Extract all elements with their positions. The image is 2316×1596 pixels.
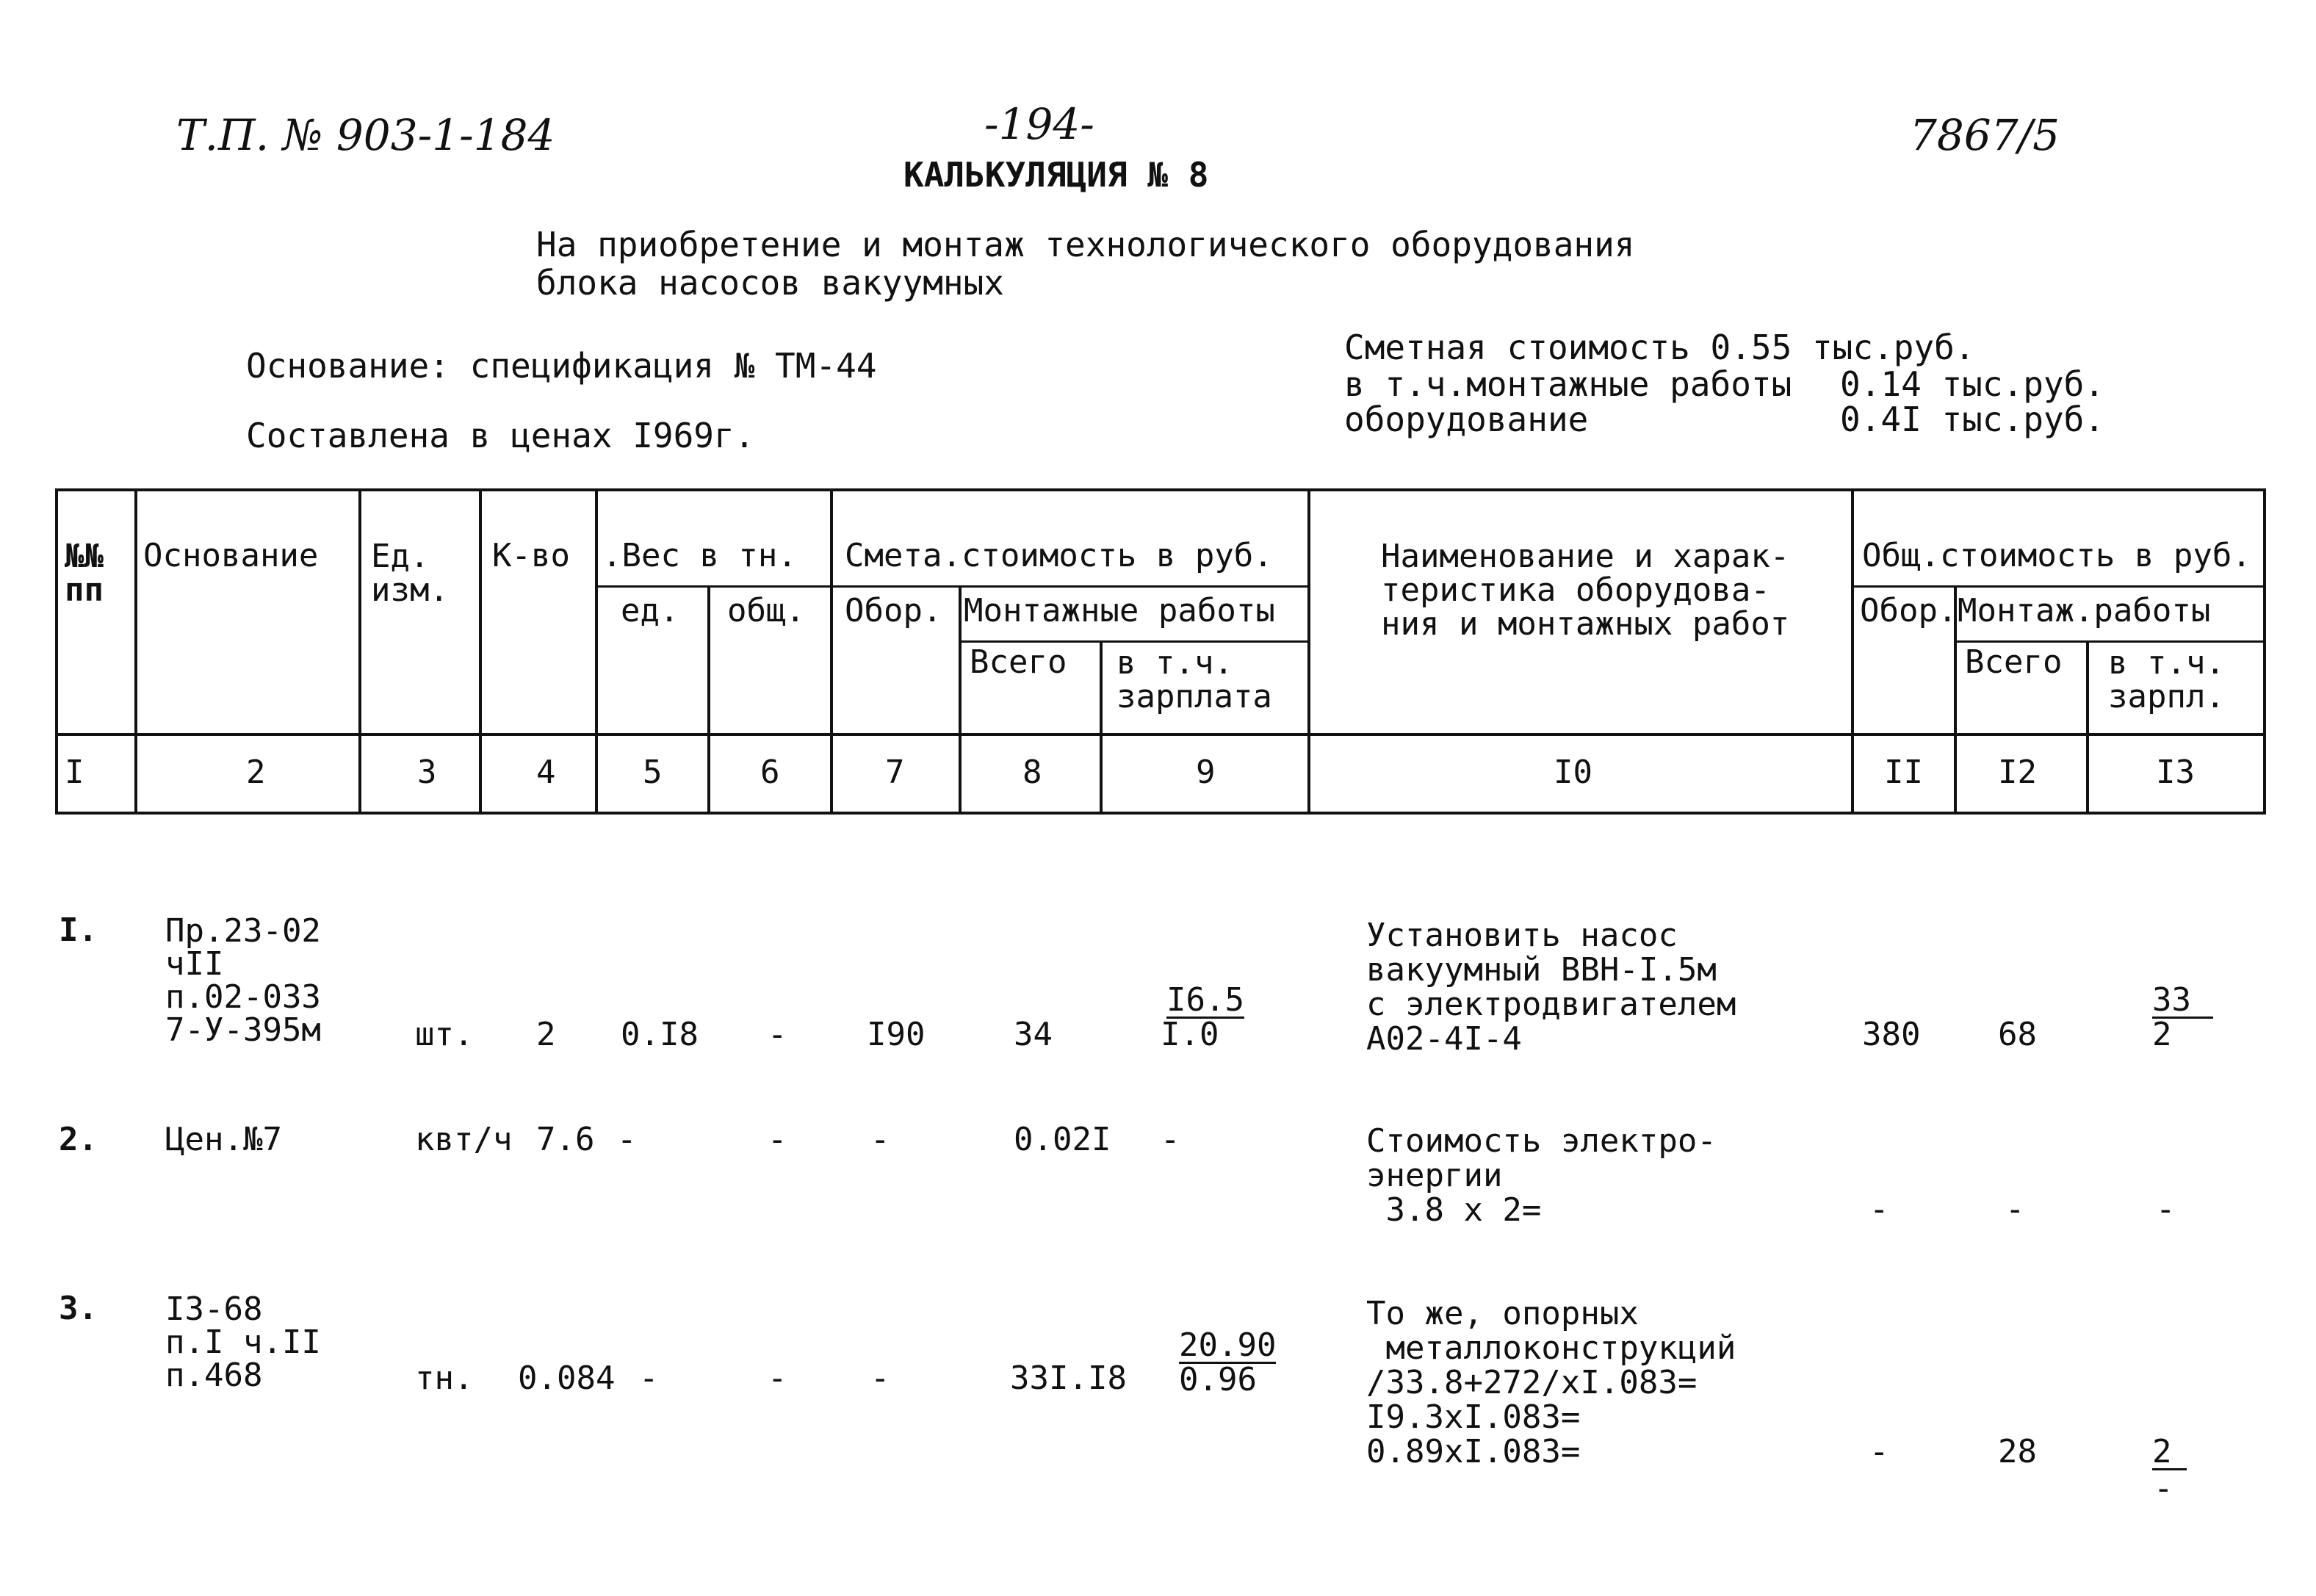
col-number-2: 2 <box>246 754 266 791</box>
col-head-number: №№ пп <box>65 538 104 609</box>
col-number-11: II <box>1884 754 1923 791</box>
col-head-equipment-2: Обор. <box>1860 592 1958 629</box>
col-number-9: 9 <box>1196 754 1216 791</box>
col-head-weight-total: общ. <box>727 592 805 629</box>
subtitle-line-2: блока насосов вакуумных <box>536 263 1004 303</box>
row-unit: тн. <box>415 1360 474 1397</box>
row-description: То же, опорных металлоконструкций /33.8+272/хI.083= I9.3хI.083= 0.89хI.083= <box>1366 1295 1736 1470</box>
row-total-equipment: - <box>1869 1191 1889 1228</box>
document-ref-right: 7867/5 <box>1910 110 2060 160</box>
row-equipment: - <box>870 1121 890 1158</box>
row-total-equipment: 380 <box>1862 1016 1921 1053</box>
row-install-total: 0.02I <box>1014 1121 1111 1158</box>
row-qty: 7.6 <box>536 1121 595 1158</box>
row-weight-unit: - <box>617 1121 637 1158</box>
col-number-12: I2 <box>1998 754 2037 791</box>
row-wages: - <box>1161 1121 1180 1158</box>
col-head-total-cost: Общ.стоимость в руб. <box>1862 537 2251 574</box>
col-head-qty: К-во <box>492 537 570 574</box>
cost-install-label: в т.ч.монтажные работы <box>1344 364 1792 404</box>
row-qty: 0.084 <box>518 1360 616 1397</box>
row-total-wages: - <box>2156 1191 2176 1228</box>
col-number-1: I <box>65 754 84 791</box>
row-total-install: 28 <box>1998 1433 2037 1470</box>
row-total-equipment: - <box>1869 1433 1889 1470</box>
col-number-13: I3 <box>2156 754 2195 791</box>
basis-line: Основание: спецификация № ТМ-44 <box>246 346 877 386</box>
col-number-10: I0 <box>1554 754 1592 791</box>
row-unit: квт/ч <box>415 1121 513 1158</box>
row-basis: Цен.№7 <box>165 1121 282 1158</box>
row-number: 3. <box>59 1290 98 1327</box>
document-ref-left: Т.П. № 903-1-184 <box>176 110 555 160</box>
col-head-description: Наименование и харак- теристика оборудова- ния и монтажных работ <box>1381 538 1790 643</box>
row-total-wages-top: 33 <box>2152 984 2213 1019</box>
row-total-install: 68 <box>1998 1016 2037 1053</box>
row-weight-unit: - <box>639 1360 659 1397</box>
row-install-total: 33I.I8 <box>1010 1360 1127 1397</box>
row-total-wages-bottom: 2 <box>2152 1016 2172 1053</box>
row-install-total: 34 <box>1014 1016 1053 1053</box>
row-weight-total: - <box>768 1121 787 1158</box>
prices-line: Составлена в ценах I969г. <box>246 416 755 455</box>
col-head-estimate: Смета.стоимость в руб. <box>845 537 1273 574</box>
row-wages-top: I6.5 <box>1166 981 1244 1019</box>
row-wages-top: 20.90 <box>1179 1326 1277 1364</box>
page-number: -194- <box>984 99 1094 149</box>
cost-equip-label: оборудование <box>1344 400 1589 439</box>
row-weight-total: - <box>768 1360 787 1397</box>
row-number: 2. <box>59 1121 98 1158</box>
row-unit: шт. <box>415 1016 474 1053</box>
col-head-basis: Основание <box>143 537 319 574</box>
col-number-4: 4 <box>536 754 556 791</box>
row-basis: Пр.23-02 чII п.02-033 7-У-395м <box>165 912 321 1049</box>
col-number-3: 3 <box>417 754 437 791</box>
col-number-6: 6 <box>760 754 780 791</box>
col-head-install-total: Всего <box>970 643 1067 681</box>
row-description: Стоимость электро- энергии 3.8 х 2= <box>1366 1122 1717 1229</box>
col-head-install-wages: в т.ч. зарплата <box>1116 644 1272 715</box>
row-equipment: I90 <box>867 1016 926 1053</box>
col-head-install-wages-2: в т.ч. зарпл. <box>2108 644 2225 715</box>
row-weight-unit: 0.I8 <box>621 1016 699 1053</box>
col-head-unit: Ед. изм. <box>371 538 449 609</box>
row-wages-bottom: I.0 <box>1161 1016 1219 1053</box>
row-weight-total: - <box>768 1016 787 1053</box>
subtitle-line-1: На приобретение и монтаж технологического оборудования <box>536 225 1635 264</box>
row-qty: 2 <box>536 1016 556 1053</box>
row-number: I. <box>59 911 98 949</box>
row-total-wages-bottom: - <box>2154 1470 2173 1507</box>
col-head-weight: .Вес в тн. <box>602 537 797 574</box>
row-basis: I3-68 п.I ч.II п.468 <box>165 1290 321 1394</box>
col-head-weight-unit: ед. <box>621 592 679 629</box>
col-number-8: 8 <box>1022 754 1042 791</box>
cost-total: Сметная стоимость 0.55 тыс.руб. <box>1344 328 1975 367</box>
row-total-wages-top: 2 <box>2152 1436 2187 1470</box>
row-wages-bottom: 0.96 <box>1179 1361 1257 1398</box>
cost-install-value: 0.14 тыс.руб. <box>1840 364 2105 404</box>
col-number-5: 5 <box>643 754 663 791</box>
col-head-installation: Монтажные работы <box>964 592 1275 629</box>
row-total-install: - <box>2005 1191 2025 1228</box>
row-description: Установить насос вакуумный ВВН-I.5м с электродвигателем А02-4I-4 <box>1366 917 1736 1058</box>
col-head-installation-2: Монтаж.работы <box>1958 592 2211 629</box>
col-head-install-total-2: Всего <box>1965 643 2063 681</box>
cost-equip-value: 0.4I тыс.руб. <box>1840 400 2105 439</box>
col-head-equipment: Обор. <box>845 592 942 629</box>
document-title: КАЛЬКУЛЯЦИЯ № 8 <box>903 155 1209 195</box>
col-number-7: 7 <box>885 754 905 791</box>
row-equipment: - <box>870 1360 890 1397</box>
